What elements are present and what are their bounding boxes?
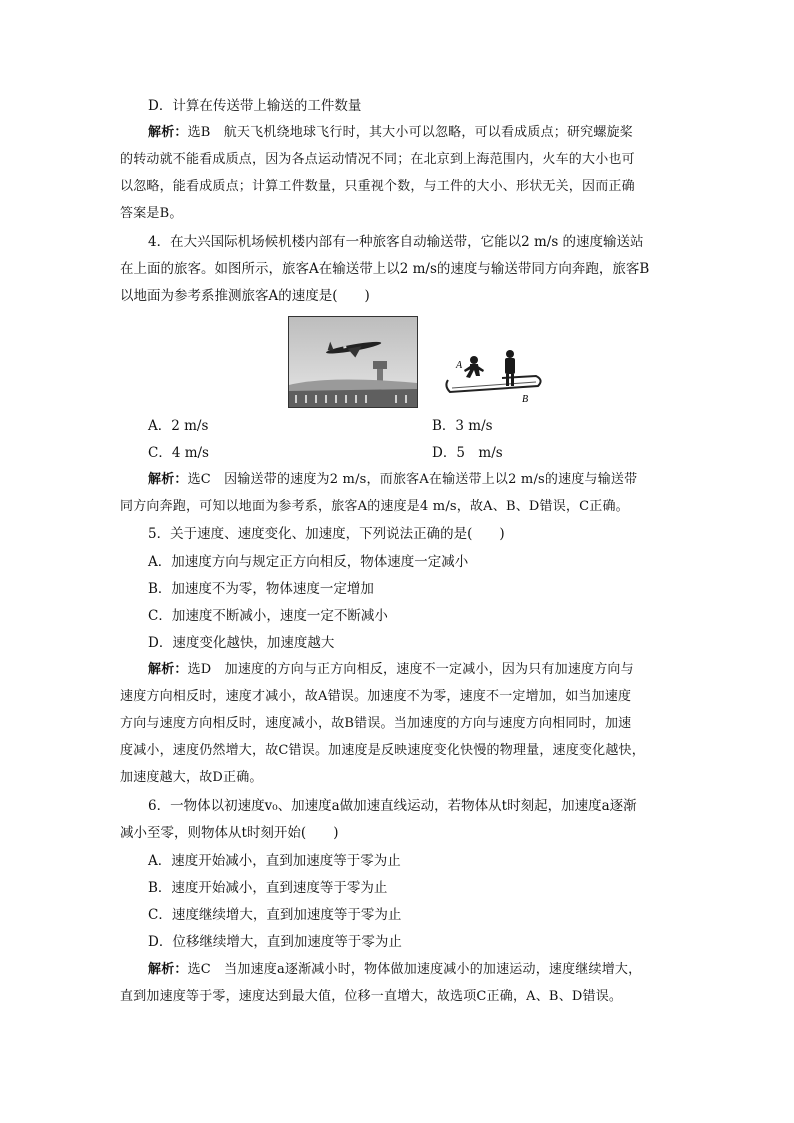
explanation-text: 选B 航天飞机绕地球飞行时，其大小可以忽略，可以看成质点；研究螺旋桨	[187, 125, 633, 140]
q5-option-c: C．加速度不断减小，速度一定不断减小	[148, 608, 388, 624]
q6-stem-line-2: 减小至零，则物体从t时刻开始( )	[120, 825, 339, 841]
q5-option-b: B．加速度不为零，物体速度一定增加	[148, 581, 374, 597]
q5-option-d: D．速度变化越快，加速度越大	[148, 635, 335, 651]
q5-explanation-line-5: 加速度越大，故D正确。	[120, 770, 263, 785]
figure-label-b: B	[522, 394, 529, 405]
q4-stem-line-1: 4．在大兴国际机场候机楼内部有一种旅客自动输送带，它能以2 m/s 的速度输送站	[148, 234, 644, 250]
q6-option-c: C．速度继续增大，直到加速度等于零为止	[148, 907, 402, 923]
q4-option-b: B．3 m/s	[432, 418, 493, 434]
airport-photo-drawing	[289, 317, 417, 407]
q6-stem-line-1: 6．一物体以初速度v₀、加速度a做加速直线运动，若物体从t时刻起，加速度a逐渐	[148, 798, 637, 814]
walkway-drawing	[440, 346, 548, 406]
q3-option-d: D．计算在传送带上输送的工件数量	[148, 98, 362, 114]
q6-option-a: A．速度开始减小，直到加速度等于零为止	[148, 853, 401, 869]
q4-option-d: D．5 m/s	[432, 445, 503, 461]
explanation-label: 解析：	[148, 472, 188, 487]
moving-walkway-figure	[440, 346, 548, 406]
q5-explanation-line-1	[148, 660, 708, 680]
q3-explanation-line-3: 以忽略，能看成质点；计算工件数量，只重视个数，与工件的大小、形状无关，因而正确	[120, 179, 635, 194]
q5-option-a: A．加速度方向与规定正方向相反，物体速度一定减小	[148, 554, 469, 570]
q4-explanation-line-1	[148, 470, 708, 490]
q5-explanation-line-4: 度减小，速度仍然增大，故C错误。加速度是反映速度变化快慢的物理量，速度变化越快，	[120, 743, 645, 758]
q6-explanation-line-1	[148, 960, 708, 980]
explanation-text: 选C 当加速度a逐渐减小时，物体做加速度减小的加速运动，速度继续增大，	[187, 962, 642, 977]
q4-explanation-line-2: 同方向奔跑，可知以地面为参考系，旅客A的速度是4 m/s，故A、B、D错误，C正确。	[120, 499, 629, 514]
q5-stem: 5．关于速度、速度变化、加速度，下列说法正确的是( )	[148, 526, 505, 542]
q6-option-d: D．位移继续增大，直到加速度等于零为止	[148, 934, 402, 950]
q3-explanation-line-1	[148, 123, 708, 143]
q5-explanation-line-2: 速度方向相反时，速度才减小，故A错误。加速度不为零，速度不一定增加，如当加速度	[120, 689, 632, 704]
explanation-text: 选D 加速度的方向与正方向相反，速度不一定减小，因为只有加速度方向与	[187, 662, 634, 677]
q4-option-c: C．4 m/s	[148, 445, 209, 461]
figure-label-a: A	[456, 360, 463, 371]
explanation-label: 解析：	[148, 125, 188, 140]
q6-option-b: B．速度开始减小，直到速度等于零为止	[148, 880, 388, 896]
explanation-label: 解析：	[148, 962, 188, 977]
q3-explanation-line-2: 的转动就不能看成质点，因为各点运动情况不同；在北京到上海范围内，火车的大小也可	[120, 152, 635, 167]
airport-photo	[288, 316, 418, 408]
explanation-text: 选C 因输送带的速度为2 m/s，而旅客A在输送带上以2 m/s的速度与输送带	[187, 472, 638, 487]
q5-explanation-line-3: 方向与速度方向相反时，速度减小，故B错误。当加速度的方向与速度方向相同时，加速	[120, 716, 632, 731]
explanation-label: 解析：	[148, 662, 188, 677]
q4-stem-line-3: 以地面为参考系推测旅客A的速度是( )	[120, 288, 370, 304]
q4-stem-line-2: 在上面的旅客。如图所示，旅客A在输送带上以2 m/s的速度与输送带同方向奔跑，旅客B	[120, 261, 650, 277]
q6-explanation-line-2: 直到加速度等于零，速度达到最大值，位移一直增大，故选项C正确，A、B、D错误。	[120, 989, 623, 1004]
passenger-b-icon	[505, 350, 515, 386]
q3-explanation-line-4: 答案是B。	[120, 206, 183, 221]
q4-option-a: A．2 m/s	[148, 418, 209, 434]
passenger-a-icon	[464, 356, 484, 378]
